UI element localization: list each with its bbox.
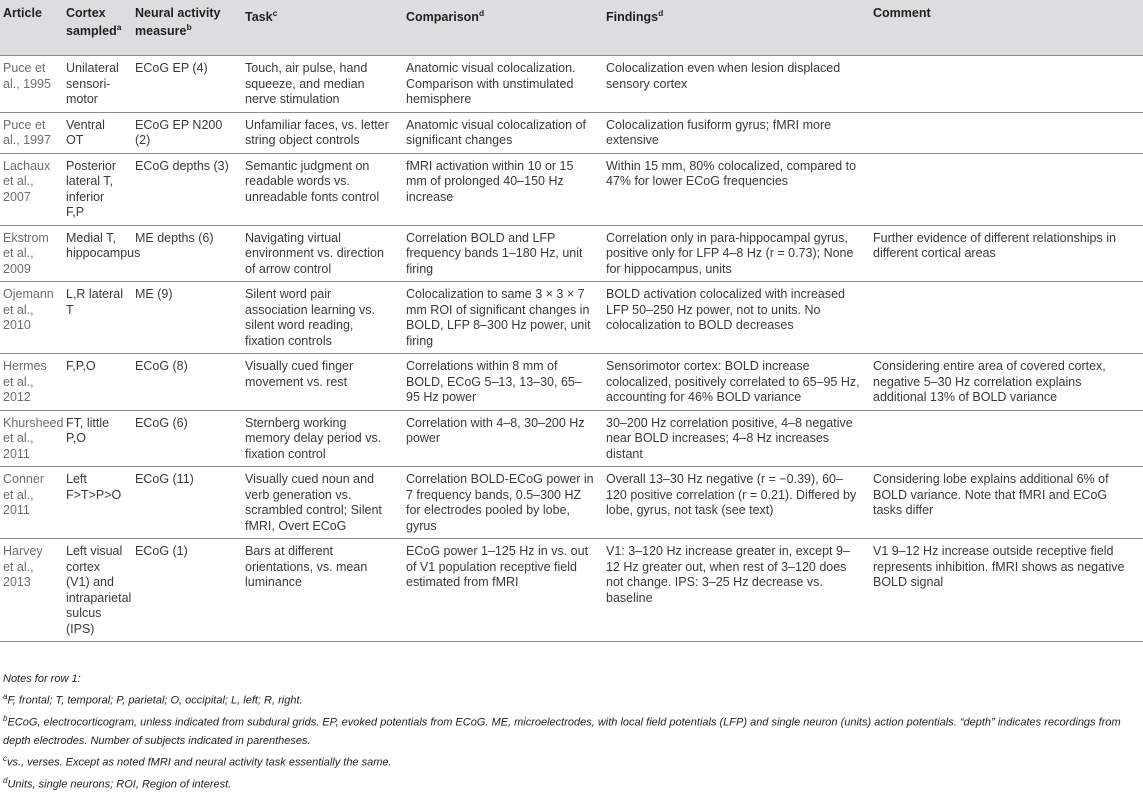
table-cell: ECoG (11) xyxy=(129,467,239,539)
table-cell: ME depths (6) xyxy=(129,225,239,282)
note-d-mark: d xyxy=(3,775,8,785)
table-cell: Sternberg working memory delay period vs. fixation control xyxy=(239,410,400,467)
table-row xyxy=(0,153,1143,225)
table-row xyxy=(0,282,1143,354)
table-cell: Left F>T>P>O xyxy=(60,467,129,539)
table-cell: Conner et al., 2011 xyxy=(0,467,60,539)
column-header-label: Task xyxy=(245,10,273,25)
table-cell: Harvey et al., 2013 xyxy=(0,539,60,642)
note-b-text: ECoG, electrocorticogram, unless indicated from subdural grids. EP, evoked potentials from ECoG. ME, microelectrodes, with local field potentials (LFP) and single neuron (units) action potentials. “depth” indicates recordings from depth electrodes. Number of subjects indicated in parentheses. xyxy=(3,716,1121,747)
table-cell: Visually cued finger movement vs. rest xyxy=(239,354,400,411)
table-cell: Correlation BOLD and LFP frequency bands 1–180 Hz, unit firing xyxy=(400,225,600,282)
table-cell: Correlations within 8 mm of BOLD, ECoG 5–13, 13–30, 65–95 Hz power xyxy=(400,354,600,411)
column-header xyxy=(239,0,400,56)
table-cell: Left visual cortex (V1) and intraparietal sulcus (IPS) xyxy=(60,539,129,642)
table-row xyxy=(0,467,1143,539)
table-cell: Sensorimotor cortex: BOLD increase colocalized, positively correlated to 65–95 Hz, accounting for 46% BOLD variance xyxy=(600,354,867,411)
table-body xyxy=(0,56,1143,642)
note-c-mark: c xyxy=(3,754,7,764)
note-a-text: F, frontal; T, temporal; P, parietal; O, occipital; L, left; R, right. xyxy=(7,694,303,707)
table-cell: Considering entire area of covered cortex, negative 5–30 Hz correlation explains additional 13% of BOLD variance xyxy=(867,354,1143,411)
table-cell xyxy=(867,410,1143,467)
table-cell: ECoG EP N200 (2) xyxy=(129,112,239,153)
note-d xyxy=(3,772,1138,794)
table-cell: Touch, air pulse, hand squeeze, and median nerve stimulation xyxy=(239,56,400,113)
table-cell: Within 15 mm, 80% colocalized, compared to 47% for lower ECoG frequencies xyxy=(600,153,867,225)
table-row xyxy=(0,410,1143,467)
table-cell: Medial T, hippocampus xyxy=(60,225,129,282)
table-cell: ECoG depths (3) xyxy=(129,153,239,225)
column-header-label: Neural activity measure xyxy=(135,6,221,39)
column-header xyxy=(0,0,60,56)
table-cell: Anatomic visual colocalization. Comparison with unstimulated hemisphere xyxy=(400,56,600,113)
header-row xyxy=(0,0,1143,56)
table-cell: Colocalization even when lesion displaced sensory cortex xyxy=(600,56,867,113)
note-c-text: vs., verses. Except as noted fMRI and neural activity task essentially the same. xyxy=(7,756,392,769)
table-cell: Correlation with 4–8, 30–200 Hz power xyxy=(400,410,600,467)
table-cell: Considering lobe explains additional 6% of BOLD variance. Note that fMRI and ECoG tasks differ xyxy=(867,467,1143,539)
table-cell: Correlation BOLD-ECoG power in 7 frequency bands, 0.5–300 HZ for electrodes pooled by lobe, gyrus xyxy=(400,467,600,539)
table-cell: Further evidence of different relationships in different cortical areas xyxy=(867,225,1143,282)
note-b xyxy=(3,710,1138,750)
table-cell: Correlation only in para-hippocampal gyrus, positive only for LFP 4–8 Hz (r = 0.73); None for hippocampus, units xyxy=(600,225,867,282)
note-c xyxy=(3,750,1138,772)
table-row xyxy=(0,225,1143,282)
column-header xyxy=(129,0,239,56)
notes-intro: Notes for row 1: xyxy=(3,673,81,685)
table-cell: Ekstrom et al., 2009 xyxy=(0,225,60,282)
note-a xyxy=(3,688,1138,710)
table-cell: ECoG (6) xyxy=(129,410,239,467)
table-cell: Ventral OT xyxy=(60,112,129,153)
table-cell: Unilateral sensori-motor xyxy=(60,56,129,113)
table-cell: Navigating virtual environment vs. direction of arrow control xyxy=(239,225,400,282)
table-cell xyxy=(867,282,1143,354)
table-cell: ME (9) xyxy=(129,282,239,354)
column-header xyxy=(400,0,600,56)
table-header xyxy=(0,0,1143,56)
note-a-mark: a xyxy=(3,692,8,702)
table-cell: V1: 3–120 Hz increase greater in, except 9–12 Hz greater out, when rest of 3–120 does not change. IPS: 3–25 Hz decrease vs. baseline xyxy=(600,539,867,642)
column-header-label: Comparison xyxy=(406,10,479,25)
table-cell: Puce et al., 1997 xyxy=(0,112,60,153)
table-cell xyxy=(867,56,1143,113)
table-cell: Anatomic visual colocalization of significant changes xyxy=(400,112,600,153)
table-cell xyxy=(867,153,1143,225)
table-cell: F,P,O xyxy=(60,354,129,411)
table-cell: Colocalization to same 3 × 3 × 7 mm ROI of significant changes in BOLD, LFP 8–300 Hz power, unit firing xyxy=(400,282,600,354)
table-cell: Hermes et al., 2012 xyxy=(0,354,60,411)
table-cell: Ojemann et al., 2010 xyxy=(0,282,60,354)
column-header-label: Cortex sampled xyxy=(66,6,117,39)
table-cell: Khursheed et al., 2011 xyxy=(0,410,60,467)
column-header-label: Comment xyxy=(873,6,931,20)
column-header-label: Findings xyxy=(606,10,659,25)
table-cell: ECoG (8) xyxy=(129,354,239,411)
note-d-text: Units, single neurons; ROI, Region of interest. xyxy=(7,778,232,791)
table-cell: Silent word pair association learning vs. silent word reading, fixation controls xyxy=(239,282,400,354)
table-cell: Visually cued noun and verb generation vs. scrambled control; Silent fMRI, Overt ECoG xyxy=(239,467,400,539)
column-header-footnote-mark: a xyxy=(116,22,122,32)
table-cell: Overall 13–30 Hz negative (r = −0.39), 60–120 positive correlation (r = 0.21). Differed by lobe, gyrus, not task (see text) xyxy=(600,467,867,539)
table-cell: Puce et al., 1995 xyxy=(0,56,60,113)
table-cell: FT, little P,O xyxy=(60,410,129,467)
table-cell: ECoG power 1–125 Hz in vs. out of V1 population receptive field estimated from fMRI xyxy=(400,539,600,642)
table-cell: Posterior lateral T, inferior F,P xyxy=(60,153,129,225)
table-cell: ECoG EP (4) xyxy=(129,56,239,113)
table-cell: L,R lateral T xyxy=(60,282,129,354)
column-header-footnote-mark: b xyxy=(186,22,192,32)
table-cell: Bars at different orientations, vs. mean luminance xyxy=(239,539,400,642)
column-header xyxy=(60,0,129,56)
column-header-label: Article xyxy=(3,6,42,20)
table-cell: V1 9–12 Hz increase outside receptive field represents inhibition. fMRI shows as negative BOLD signal xyxy=(867,539,1143,642)
table-cell: fMRI activation within 10 or 15 mm of prolonged 40–150 Hz increase xyxy=(400,153,600,225)
table-cell: Colocalization fusiform gyrus; fMRI more extensive xyxy=(600,112,867,153)
table-notes xyxy=(3,670,1138,794)
table-row xyxy=(0,354,1143,411)
column-header-footnote-mark: d xyxy=(658,8,664,18)
table-row xyxy=(0,112,1143,153)
note-b-mark: b xyxy=(3,714,8,724)
table-cell: BOLD activation colocalized with increased LFP 50–250 Hz power, not to units. No colocalization to BOLD decreases xyxy=(600,282,867,354)
table-cell: Unfamiliar faces, vs. letter string object controls xyxy=(239,112,400,153)
table-cell: Lachaux et al., 2007 xyxy=(0,153,60,225)
column-header xyxy=(600,0,867,56)
table-cell xyxy=(867,112,1143,153)
table-cell: 30–200 Hz correlation positive, 4–8 negative near BOLD increases; 4–8 Hz increases distant xyxy=(600,410,867,467)
table-row xyxy=(0,539,1143,642)
column-header-footnote-mark: c xyxy=(272,8,278,18)
table-row xyxy=(0,56,1143,113)
table-cell: ECoG (1) xyxy=(129,539,239,642)
table-cell: Semantic judgment on readable words vs. unreadable fonts control xyxy=(239,153,400,225)
column-header-footnote-mark: d xyxy=(478,8,485,18)
column-header xyxy=(867,0,1143,56)
